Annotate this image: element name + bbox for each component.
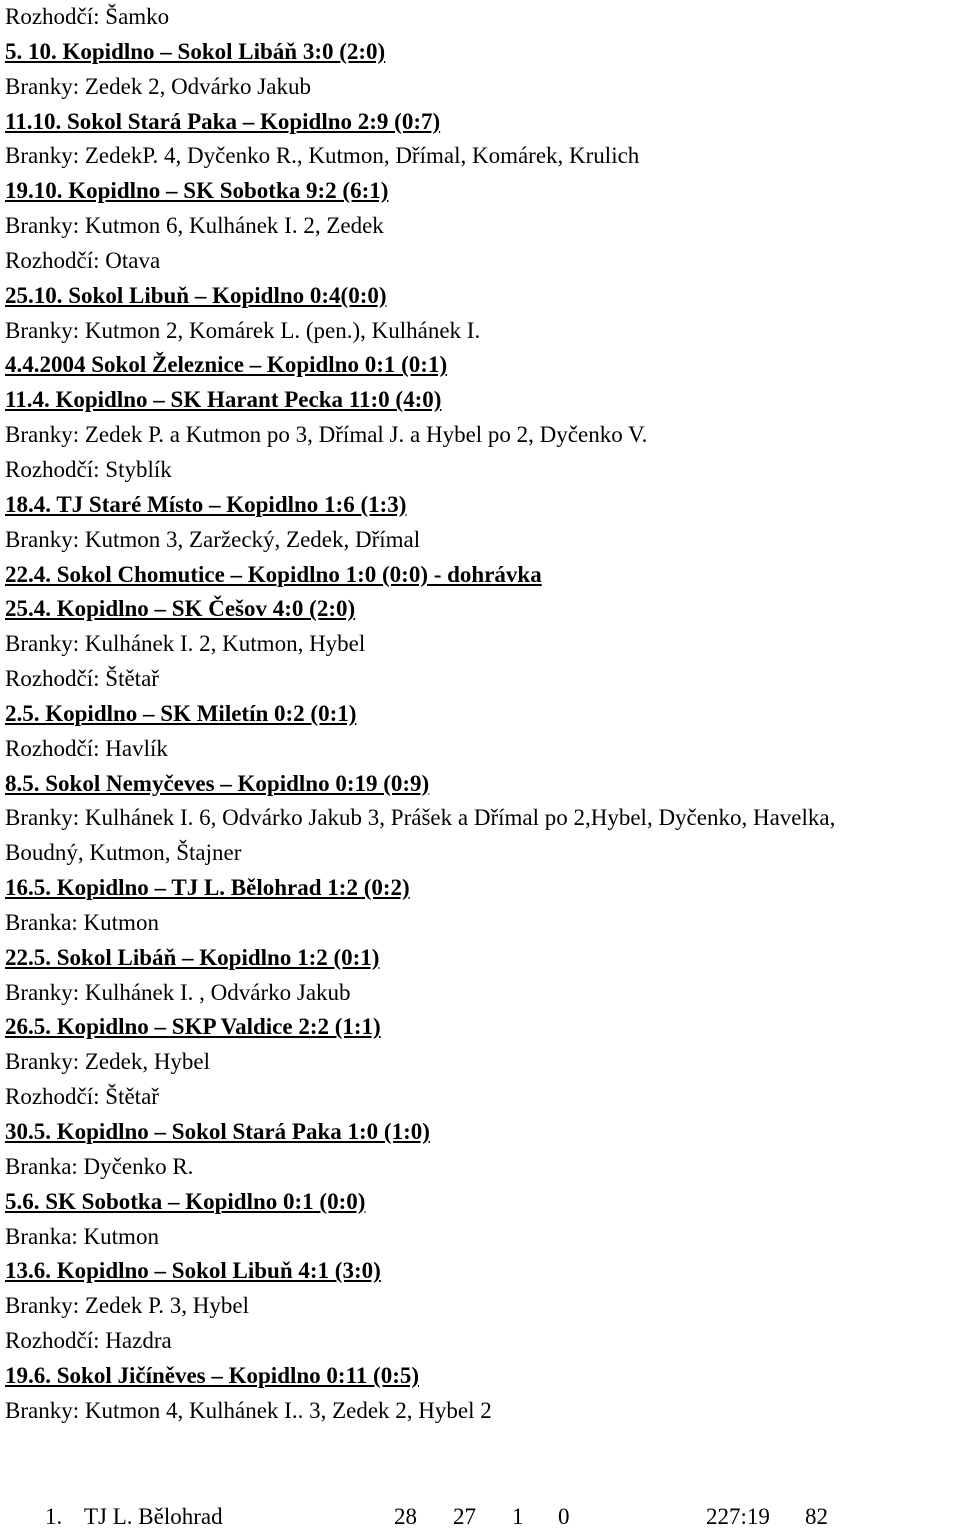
match-detail-line: Rozhodčí: Havlík	[5, 735, 168, 761]
match-heading: 19.10. Kopidlno – SK Sobotka 9:2 (6:1)	[5, 178, 389, 204]
match-detail-line: Branky: Kulhánek I. , Odvárko Jakub	[5, 979, 351, 1005]
match-heading: 19.6. Sokol Jičíněves – Kopidlno 0:11 (0:5)	[5, 1362, 420, 1388]
match-heading: 11.10. Sokol Stará Paka – Kopidlno 2:9 (0:7)	[5, 108, 441, 134]
standings-rank: 1.	[45, 1504, 63, 1529]
match-detail-line: Branky: Zedek, Hybel	[5, 1049, 211, 1075]
match-heading: 25.10. Sokol Libuň – Kopidlno 0:4(0:0)	[5, 282, 387, 308]
match-heading: 11.4. Kopidlno – SK Harant Pecka 11:0 (4:0)	[5, 387, 442, 413]
match-detail-line: Rozhodčí: Šamko	[5, 4, 170, 29]
standings-won: 27	[453, 1504, 476, 1529]
standings-team: TJ L. Bělohrad	[84, 1504, 223, 1529]
match-heading: 30.5. Kopidlno – Sokol Stará Paka 1:0 (1:0)	[5, 1119, 430, 1144]
match-detail-line: Branky: Zedek P. 3, Hybel	[5, 1293, 250, 1319]
match-detail-line: Branky: Kulhánek I. 2, Kutmon, Hybel	[5, 631, 366, 657]
match-detail-line: Rozhodčí: Štětař	[5, 666, 159, 692]
standings-drawn: 1	[512, 1504, 524, 1529]
match-heading: 22.4. Sokol Chomutice – Kopidlno 1:0 (0:0) - dohrávka	[5, 561, 542, 587]
match-detail-line: Branka: Kutmon	[5, 909, 159, 935]
standings-row	[0, 1500, 960, 1534]
match-heading: 2.5. Kopidlno – SK Miletín 0:2 (0:1)	[5, 700, 357, 726]
match-detail-line: Branky: Zedek 2, Odvárko Jakub	[5, 73, 311, 99]
match-heading: 25.4. Kopidlno – SK Češov 4:0 (2:0)	[5, 596, 356, 622]
match-detail-line: Branka: Kutmon	[5, 1223, 159, 1249]
match-detail-line: Branky: Kutmon 4, Kulhánek I.. 3, Zedek 2, Hybel 2	[5, 1397, 492, 1423]
match-heading: 8.5. Sokol Nemyčeves – Kopidlno 0:19 (0:9)	[5, 770, 430, 796]
match-heading: 26.5. Kopidlno – SKP Valdice 2:2 (1:1)	[5, 1014, 381, 1040]
match-detail-line: Branky: Zedek P. a Kutmon po 3, Dřímal J. a Hybel po 2, Dyčenko V.	[5, 422, 648, 448]
match-heading: 18.4. TJ Staré Místo – Kopidlno 1:6 (1:3)	[5, 491, 407, 517]
standings-points: 82	[805, 1504, 828, 1529]
match-detail-line: Rozhodčí: Styblík	[5, 456, 172, 482]
match-heading: 13.6. Kopidlno – Sokol Libuň 4:1 (3:0)	[5, 1258, 381, 1284]
match-detail-line: Boudný, Kutmon, Štajner	[5, 840, 242, 866]
match-detail-line: Branky: ZedekP. 4, Dyčenko R., Kutmon, Dřímal, Komárek, Krulich	[5, 143, 640, 169]
match-detail-line: Branka: Dyčenko R.	[5, 1153, 194, 1179]
match-report-document	[5, 0, 960, 1429]
match-detail-line: Rozhodčí: Otava	[5, 247, 161, 273]
match-heading: 16.5. Kopidlno – TJ L. Bělohrad 1:2 (0:2)	[5, 875, 410, 901]
standings-lost: 0	[558, 1504, 570, 1529]
match-heading: 22.5. Sokol Libáň – Kopidlno 1:2 (0:1)	[5, 944, 380, 970]
standings-played: 28	[394, 1504, 417, 1529]
match-detail-line: Branky: Kutmon 3, Zaržecký, Zedek, Dřímal	[5, 526, 421, 552]
match-detail-line: Branky: Kutmon 2, Komárek L. (pen.), Kulhánek I.	[5, 317, 481, 343]
match-detail-line: Branky: Kutmon 6, Kulhánek I. 2, Zedek	[5, 213, 384, 239]
match-heading: 4.4.2004 Sokol Železnice – Kopidlno 0:1 (0:1)	[5, 352, 448, 378]
match-heading: 5.6. SK Sobotka – Kopidlno 0:1 (0:0)	[5, 1188, 366, 1214]
match-heading: 5. 10. Kopidlno – Sokol Libáň 3:0 (2:0)	[5, 38, 386, 64]
match-detail-line: Rozhodčí: Štětař	[5, 1084, 159, 1110]
standings-score: 227:19	[706, 1504, 770, 1529]
match-detail-line: Rozhodčí: Hazdra	[5, 1328, 172, 1354]
match-detail-line: Branky: Kulhánek I. 6, Odvárko Jakub 3, Prášek a Dřímal po 2,Hybel, Dyčenko, Havelka,	[5, 805, 836, 831]
